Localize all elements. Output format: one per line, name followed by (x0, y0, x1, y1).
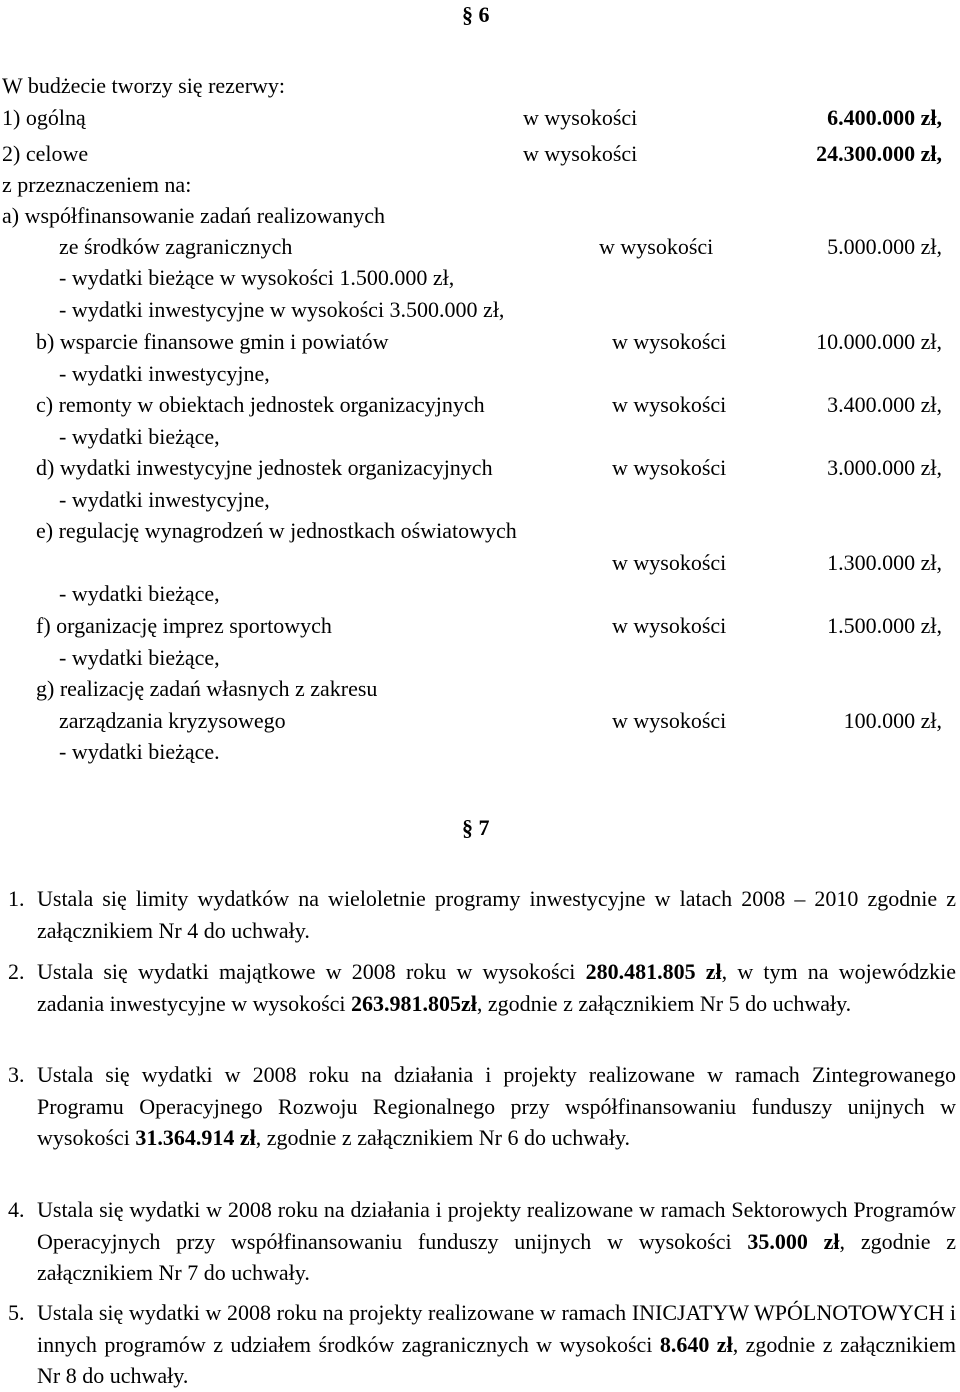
item-5-text: Ustala się wydatki w 2008 roku na projekty realizowane w ramach INICJATYW WPÓLNOTOWYCH i innych programów z udziałem środków zagranicznych w wysokości 8.640 zł, zgodnie z załącznikiem Nr 8 do uchwały. (37, 1300, 956, 1388)
item-e-label: e) regulację wynagrodzeń w jednostkach oświatowych (36, 518, 517, 543)
target-reserve-label: 2) celowe (2, 141, 89, 166)
item-5-number: 5. (8, 1300, 25, 1325)
item-f-sub: - wydatki bieżące, (59, 645, 220, 670)
item-4-number: 4. (8, 1197, 25, 1222)
item-2-text: Ustala się wydatki majątkowe w 2008 roku w wysokości 280.481.805 zł, w tym na wojewódzkie zadania inwestycyjne w wysokości 263.981.805zł, zgodnie z załącznikiem Nr 5 do uchwały. (37, 959, 956, 1016)
item-3-number: 3. (8, 1062, 25, 1087)
general-reserve-label: 1) ogólną (2, 105, 86, 130)
item-b-label: b) wsparcie finansowe gmin i powiatów (36, 329, 389, 354)
item-c-label: c) remonty w obiektach jednostek organizacyjnych (36, 392, 485, 417)
item-d-amount: 3.000.000 zł, (827, 455, 942, 480)
item-a-sub2: - wydatki inwestycyjne w wysokości 3.500.000 zł, (59, 297, 505, 322)
item-g-in-amount: w wysokości (612, 708, 727, 733)
item-c-in-amount: w wysokości (612, 392, 727, 417)
item-d-in-amount: w wysokości (612, 455, 727, 480)
section-6-marker: § 6 (462, 2, 490, 27)
spo-amount: 35.000 zł (747, 1228, 840, 1254)
general-reserve-in-amount: w wysokości (523, 105, 638, 130)
item-1-text: Ustala się limity wydatków na wieloletnie programy inwestycyjne w latach 2008 – 2010 zgodnie z załącznikiem Nr 4 do uchwały. (37, 886, 956, 943)
general-reserve-amount: 6.400.000 zł, (827, 105, 942, 130)
item-a-sub1: - wydatki bieżące w wysokości 1.500.000 zł, (59, 265, 455, 290)
item-4-text: Ustala się wydatki w 2008 roku na działania i projekty realizowane w ramach Sektorowych Programów Operacyjnych przy współfinansowaniu funduszy unijnych w wysokości 35.000 zł, zgodnie z załącznikiem Nr 7 do uchwały. (37, 1197, 956, 1285)
section-7-marker: § 7 (462, 815, 490, 840)
item-b-amount: 10.000.000 zł, (816, 329, 942, 354)
item-g-line2: zarządzania kryzysowego (59, 708, 286, 733)
item-g-line1: g) realizację zadań własnych z zakresu (36, 676, 378, 701)
target-reserve-in-amount: w wysokości (523, 141, 638, 166)
item-e-sub: - wydatki bieżące, (59, 581, 220, 606)
target-reserve-amount: 24.300.000 zł, (816, 141, 942, 166)
item-c-amount: 3.400.000 zł, (827, 392, 942, 417)
item-b-sub: - wydatki inwestycyjne, (59, 361, 270, 386)
item-1-number: 1. (8, 886, 25, 911)
item-a-in-amount: w wysokości (599, 234, 714, 259)
item-d-sub: - wydatki inwestycyjne, (59, 487, 270, 512)
item-2-number: 2. (8, 959, 25, 984)
item-c-sub: - wydatki bieżące, (59, 424, 220, 449)
reserves-intro: W budżecie tworzy się rezerwy: (2, 73, 286, 98)
item-a-line1: a) współfinansowanie zadań realizowanych (2, 203, 386, 228)
item-a-line2: ze środków zagranicznych (59, 234, 293, 259)
item-a-amount: 5.000.000 zł, (827, 234, 942, 259)
item-e-in-amount: w wysokości (612, 550, 727, 575)
item-3-text: Ustala się wydatki w 2008 roku na działania i projekty realizowane w ramach Zintegrowanego Programu Operacyjnego Rozwoju Regionalnego przy współfinansowaniu funduszy unijnych w wysokości 31.364.914 zł, zgodnie z załącznikiem Nr 6 do uchwały. (37, 1062, 956, 1150)
capital-expenditure-amount: 280.481.805 zł (585, 959, 722, 984)
community-initiatives-amount: 8.640 zł (659, 1331, 733, 1357)
item-f-amount: 1.500.000 zł, (827, 613, 942, 638)
item-b-in-amount: w wysokości (612, 329, 727, 354)
item-e-amount: 1.300.000 zł, (827, 550, 942, 575)
zporr-amount: 31.364.914 zł (135, 1125, 256, 1150)
item-f-in-amount: w wysokości (612, 613, 727, 638)
item-g-sub: - wydatki bieżące. (59, 739, 220, 764)
regional-investment-amount: 263.981.805zł (351, 990, 477, 1016)
purpose-intro: z przeznaczeniem na: (2, 172, 192, 197)
item-g-amount: 100.000 zł, (843, 708, 942, 733)
item-f-label: f) organizację imprez sportowych (36, 613, 332, 638)
item-d-label: d) wydatki inwestycyjne jednostek organizacyjnych (36, 455, 493, 480)
